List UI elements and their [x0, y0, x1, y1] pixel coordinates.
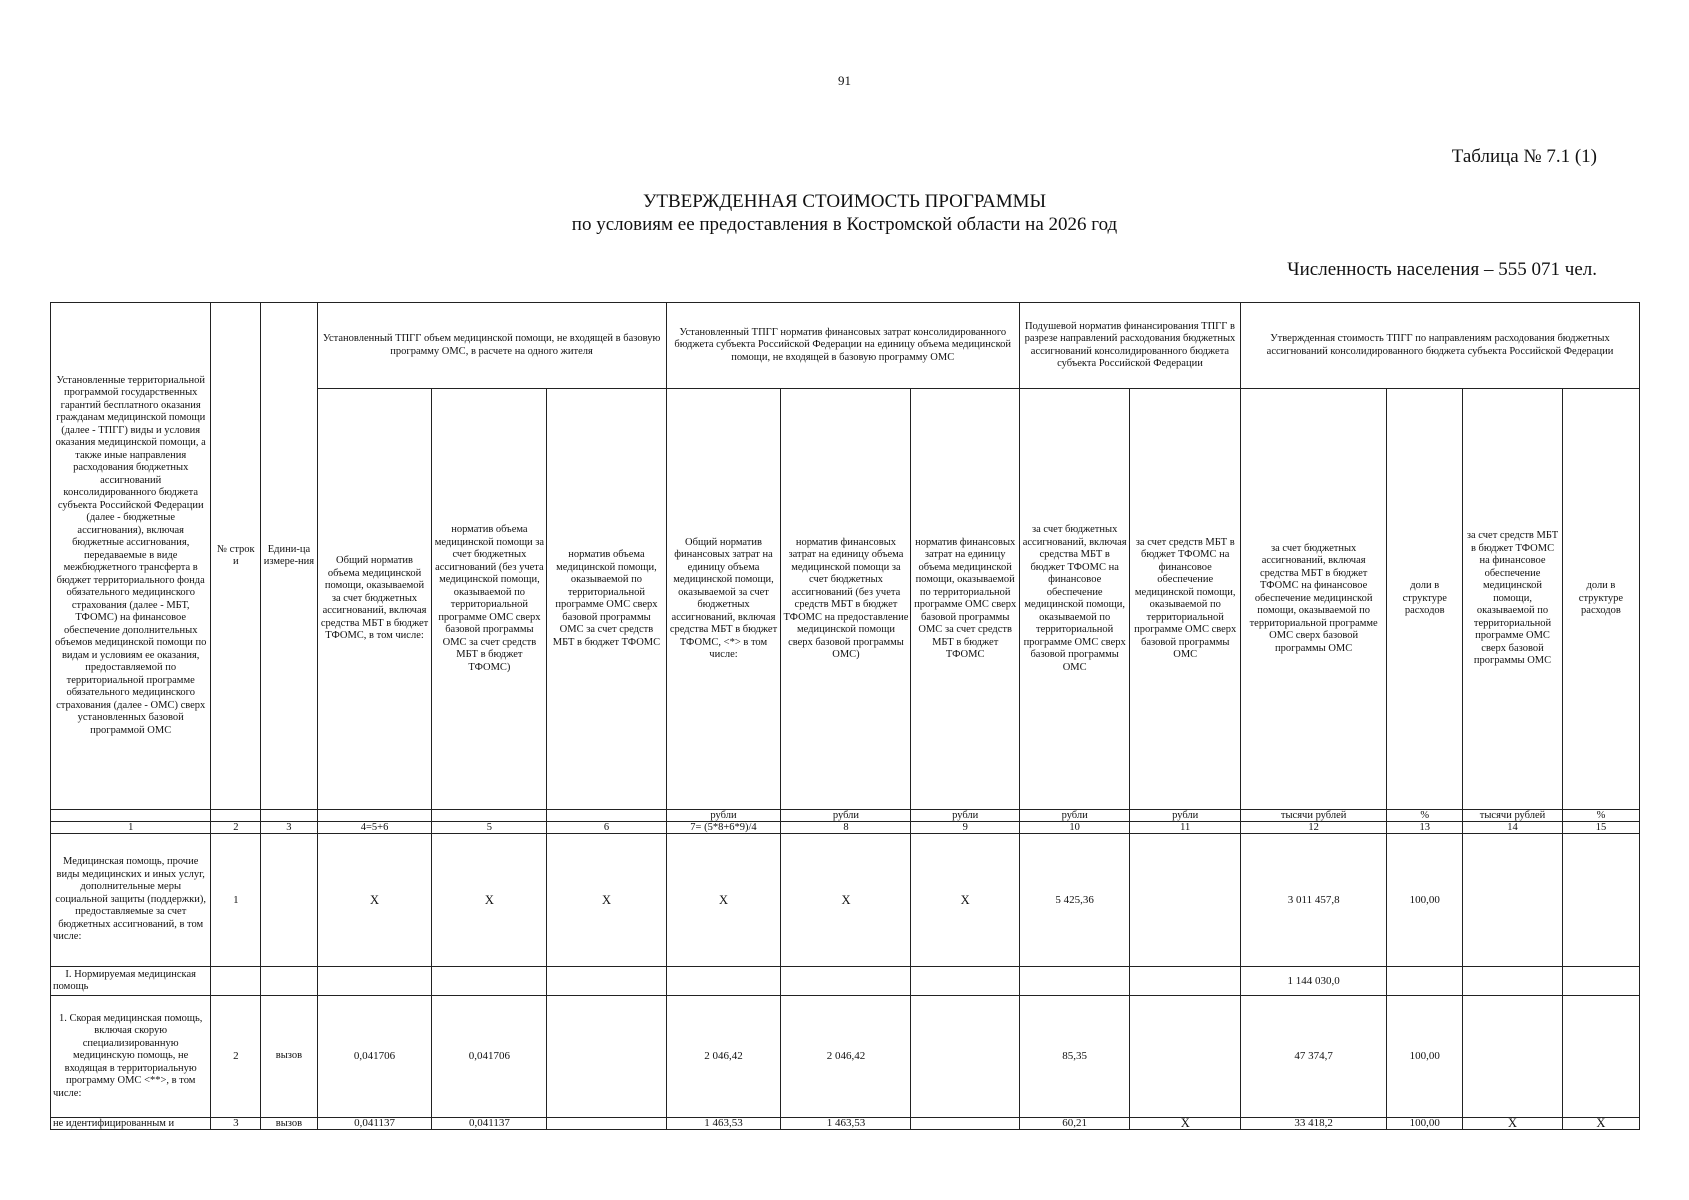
page-number: 91 [838, 73, 851, 88]
cell: 1 463,53 [666, 1118, 781, 1130]
row-unit [261, 834, 317, 967]
column-number: 3 [261, 822, 317, 834]
table-number: Таблица № 7.1 (1) [1451, 146, 1597, 167]
cell [317, 967, 432, 996]
units-row [51, 810, 1640, 822]
unit-cell [51, 810, 211, 822]
cell [1562, 967, 1639, 996]
cell [911, 996, 1019, 1118]
title-line-1: УТВЕРЖДЕННАЯ СТОИМОСТЬ ПРОГРАММЫ [642, 191, 1047, 212]
cell: 0,041706 [432, 996, 547, 1118]
title-line-2: по условиям ее предоставления в Костромской области на 2026 год [571, 214, 1118, 235]
cell [432, 967, 547, 996]
cell: 0,041706 [317, 996, 432, 1118]
row-number: 1 [211, 834, 261, 967]
unit-cell: тысячи рублей [1463, 810, 1563, 822]
column-number: 9 [911, 822, 1019, 834]
column-number: 14 [1463, 822, 1563, 834]
unit-cell [547, 810, 666, 822]
cell: 100,00 [1387, 1118, 1463, 1130]
column-number: 12 [1241, 822, 1387, 834]
column-number: 11 [1130, 822, 1241, 834]
header-col-8: норматив финансовых затрат на единицу объема медицинской помощи за счет бюджетных ассигнований (без учета средств МБТ в бюджет ТФОМС на предоставление медицинской помощи сверх базовой программы ОМС) [781, 389, 911, 810]
cell: 47 374,7 [1241, 996, 1387, 1118]
cell: 3 011 457,8 [1241, 834, 1387, 967]
column-number: 8 [781, 822, 911, 834]
cell: X [1562, 1118, 1639, 1130]
cell: 0,041137 [432, 1118, 547, 1130]
header-row-groups [51, 303, 1640, 389]
cell [781, 967, 911, 996]
cell: 33 418,2 [1241, 1118, 1387, 1130]
table-row [51, 996, 1640, 1118]
cell: 85,35 [1019, 996, 1130, 1118]
cell: 0,041137 [317, 1118, 432, 1130]
cell: X [911, 834, 1019, 967]
header-group-volume: Установленный ТПГГ объем медицинской помощи, не входящей в базовую программу ОМС, в расчете на одного жителя [317, 303, 666, 389]
row-name: не идентифицированным и [51, 1118, 211, 1130]
unit-cell [432, 810, 547, 822]
cell [1463, 967, 1563, 996]
unit-cell: рубли [1130, 810, 1241, 822]
cell: X [547, 834, 666, 967]
cell: X [781, 834, 911, 967]
cell: X [1463, 1118, 1563, 1130]
header-group-approved-cost: Утвержденная стоимость ТПГГ по направлениям расходования бюджетных ассигнований консолидированного бюджета субъекта Российской Федерации [1241, 303, 1640, 389]
row-number: 3 [211, 1118, 261, 1130]
cell [1463, 996, 1563, 1118]
column-number: 15 [1562, 822, 1639, 834]
cell: X [666, 834, 781, 967]
column-number: 10 [1019, 822, 1130, 834]
table-row [51, 834, 1640, 967]
cell: 100,00 [1387, 996, 1463, 1118]
cell [666, 967, 781, 996]
header-group-cost-norm: Установленный ТПГГ норматив финансовых затрат консолидированного бюджета субъекта Российской Федерации на единицу объема медицинской помощи, не входящей в базовую программу ОМС [666, 303, 1019, 389]
unit-cell [211, 810, 261, 822]
column-number: 1 [51, 822, 211, 834]
column-numbers-row [51, 822, 1640, 834]
header-col-12: за счет бюджетных ассигнований, включая средства МБТ в бюджет ТФОМС на финансовое обеспечение медицинской помощи, оказываемой по территориальной программе ОМС сверх базовой программы ОМС [1241, 389, 1387, 810]
cell [1562, 996, 1639, 1118]
row-number: 2 [211, 996, 261, 1118]
unit-cell: % [1562, 810, 1639, 822]
cell [1130, 834, 1241, 967]
cell [1130, 996, 1241, 1118]
row-name: Медицинская помощь, прочие виды медицинских и иных услуг, дополнительные меры социальной защиты (поддержки), предоставляемые за счет бюджетных ассигнований, в том числе: [51, 834, 211, 967]
header-col-7: Общий норматив финансовых затрат на единицу объема медицинской помощи, оказываемой за счет бюджетных ассигнований, включая средства МБТ в бюджет ТФОМС, <*> в том числе: [666, 389, 781, 810]
header-col-10: за счет бюджетных ассигнований, включая средства МБТ в бюджет ТФОМС на финансовое обеспечение медицинской помощи, оказываемой по территориальной программе ОМС сверх базовой программы ОМС [1019, 389, 1130, 810]
row-number [211, 967, 261, 996]
header-col-6: норматив объема медицинской помощи, оказываемой по территориальной программе ОМС сверх базовой программы ОМС за счет средств МБТ в бюджет ТФОМС [547, 389, 666, 810]
cell [911, 1118, 1019, 1130]
unit-cell: рубли [781, 810, 911, 822]
cell: 1 463,53 [781, 1118, 911, 1130]
cell: 2 046,42 [781, 996, 911, 1118]
column-number: 5 [432, 822, 547, 834]
row-unit: вызов [261, 1118, 317, 1130]
population-note: Численность населения – 555 071 чел. [1287, 259, 1597, 280]
cell: 1 144 030,0 [1241, 967, 1387, 996]
cell [1019, 967, 1130, 996]
cell: X [317, 834, 432, 967]
table-row [51, 1118, 1640, 1130]
cell [547, 996, 666, 1118]
cell [1130, 967, 1241, 996]
header-group-per-capita: Подушевой норматив финансирования ТПГГ в разрезе направлений расходования бюджетных ассигнований консолидированного бюджета субъекта Российской Федерации [1019, 303, 1240, 389]
table-row [51, 967, 1640, 996]
row-name: I. Нормируемая медицинская помощь [51, 967, 211, 996]
row-name: 1. Скорая медицинская помощь, включая скорую специализированную медицинскую помощь, не входящая в территориальную программу ОМС <**>, в том числе: [51, 996, 211, 1118]
unit-cell: рубли [1019, 810, 1130, 822]
cost-table [50, 302, 1640, 1130]
cell: 5 425,36 [1019, 834, 1130, 967]
column-number: 4=5+6 [317, 822, 432, 834]
cell: 100,00 [1387, 834, 1463, 967]
cell [547, 967, 666, 996]
cell: 60,21 [1019, 1118, 1130, 1130]
header-col-5: норматив объема медицинской помощи за счет бюджетных ассигнований (без учета медицинской помощи, оказываемой по территориальной программе ОМС сверх базовой программы ОМС за счет средств МБТ в бюджет ТФОМС) [432, 389, 547, 810]
cell [911, 967, 1019, 996]
header-col-11: за счет средств МБТ в бюджет ТФОМС на финансовое обеспечение медицинской помощи, оказываемой по территориальной программе ОМС сверх базовой программы ОМС [1130, 389, 1241, 810]
unit-cell [317, 810, 432, 822]
document-title [0, 190, 1689, 236]
cell [1562, 834, 1639, 967]
cell: X [1130, 1118, 1241, 1130]
column-number: 7= (5*8+6*9)/4 [666, 822, 781, 834]
cell [547, 1118, 666, 1130]
header-col-1: Установленные территориальной программой государственных гарантий бесплатного оказания гражданам медицинской помощи (далее - ТПГГ) виды и условия оказания медицинской помощи, а также иные направления расходования бюджетных ассигнований консолидированного бюджета субъекта Российской Федерации (далее - бюджетные ассигнования), включая бюджетные ассигнования, передаваемые в виде межбюджетного трансферта в бюджет территориального фонда обязательного медицинского страхования (далее - МБТ, ТФОМС) на финансовое обеспечение дополнительных объемов медицинской помощи по видам и условиям ее оказания, предоставляемой по территориальной программе обязательного медицинского страхования (далее - ОМС) сверх установленных базовой программой ОМС [51, 303, 211, 810]
cell [1463, 834, 1563, 967]
row-unit: вызов [261, 996, 317, 1118]
header-col-14: за счет средств МБТ в бюджет ТФОМС на финансовое обеспечение медицинской помощи, оказываемой по территориальной программе ОМС сверх базовой программы ОМС [1463, 389, 1563, 810]
header-col-13: доли в структуре расходов [1387, 389, 1463, 810]
unit-cell: рубли [911, 810, 1019, 822]
cell: 2 046,42 [666, 996, 781, 1118]
header-col-2: № строк и [211, 303, 261, 810]
cell: X [432, 834, 547, 967]
header-col-15: доли в структуре расходов [1562, 389, 1639, 810]
header-col-4: Общий норматив объема медицинской помощи, оказываемой за счет бюджетных ассигнований, включая средства МБТ в бюджет ТФОМС, в том числе: [317, 389, 432, 810]
column-number: 13 [1387, 822, 1463, 834]
unit-cell: тысячи рублей [1241, 810, 1387, 822]
unit-cell: % [1387, 810, 1463, 822]
header-col-9: норматив финансовых затрат на единицу объема медицинской помощи, оказываемой по территориальной программе ОМС сверх базовой программы ОМС за счет средств МБТ в бюджет ТФОМС [911, 389, 1019, 810]
unit-cell [261, 810, 317, 822]
column-number: 6 [547, 822, 666, 834]
unit-cell: рубли [666, 810, 781, 822]
cell [1387, 967, 1463, 996]
header-col-3: Едини-ца измере-ния [261, 303, 317, 810]
row-unit [261, 967, 317, 996]
column-number: 2 [211, 822, 261, 834]
